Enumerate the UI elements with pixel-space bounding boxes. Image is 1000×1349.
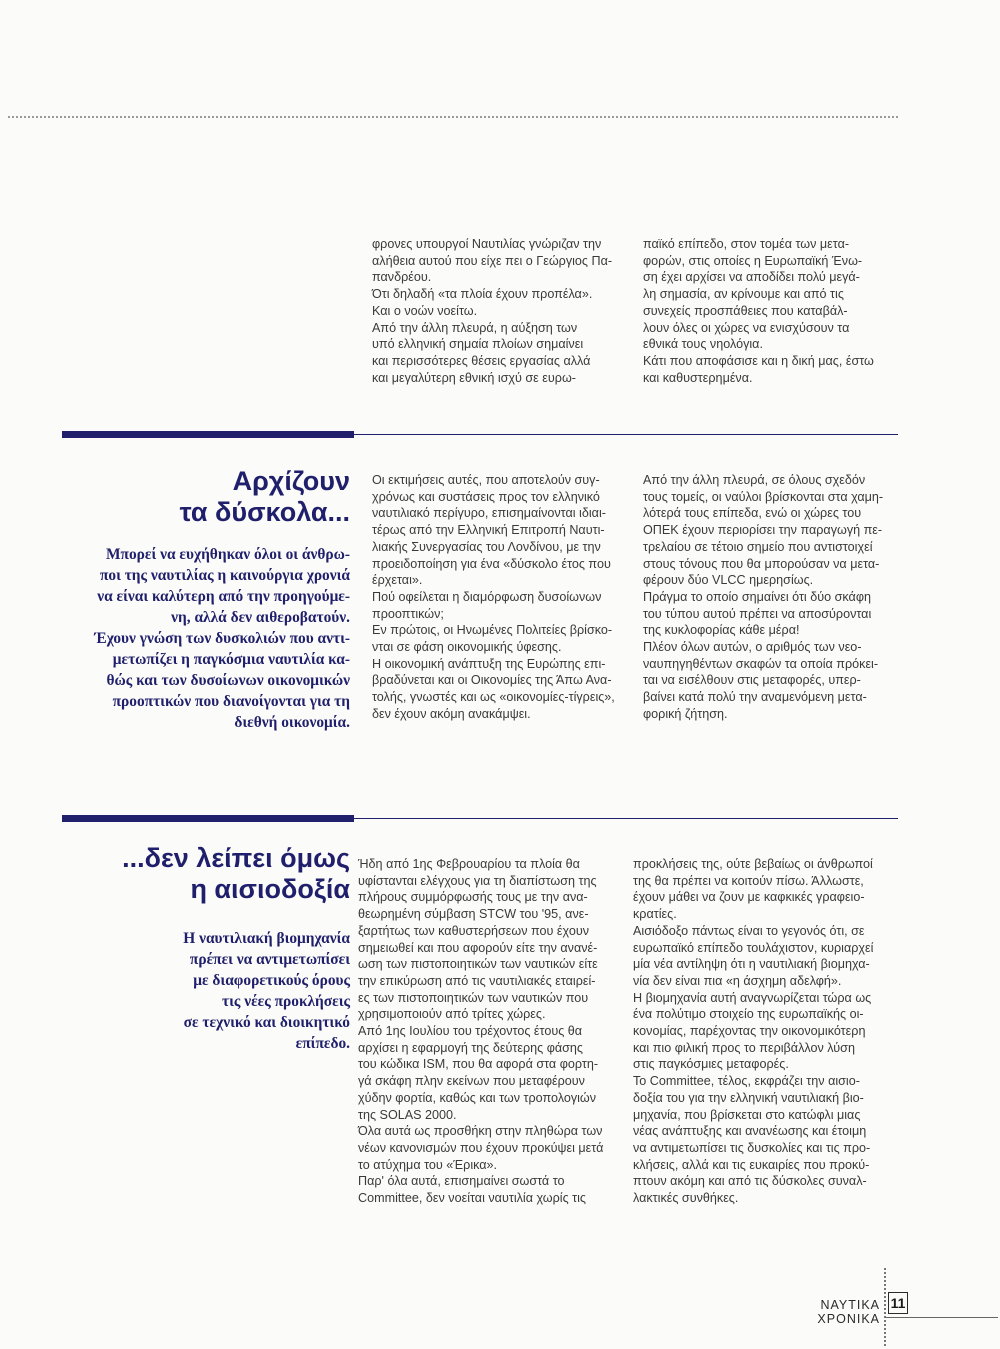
footer-rule: [885, 1317, 998, 1318]
section2-column-1-line: το ατύχημα του «Έρικα».: [358, 1157, 498, 1172]
top-column-1-line: αλήθεια αυτού που είχε πει ο Γεώργιος Πα-: [372, 253, 613, 268]
section2-column-2-line: Το Committee, τέλος, εκφράζει την αισιο-: [633, 1074, 860, 1089]
section2-column-2-line: μία νέα αντίληψη ότι η ναυτιλιακή βιομηχα-: [633, 957, 870, 972]
section2-lead-line: Η ναυτιλιακή βιομηχανία: [183, 930, 350, 947]
section2-column-1-line: αρχίσει η εφαρμογή της δεύτερης φάσης: [358, 1040, 584, 1055]
section1-column-1-line: έρχεται».: [372, 573, 423, 588]
section2-column-1-line: σημειωθεί και που αφορούν είτε την ανανέ-: [358, 940, 598, 955]
section1-column-2-line: βαίνει κατά πολύ την αναμενόμενη μετα-: [643, 690, 867, 705]
top-column-2-line: παϊκό επίπεδο, στον τομέα των μετα-: [643, 237, 850, 251]
top-column-2-line: λη σημασία, αν κρίνουμε και από τις: [643, 287, 844, 302]
section1-heading-line: Αρχίζουν: [232, 466, 350, 496]
section2-column-1-line: της SOLAS 2000.: [358, 1107, 457, 1122]
section1-lead-line: διεθνή οικονομία.: [234, 714, 350, 731]
section2-column-1-line: Παρ' όλα αυτά, επισημαίνει σωστά το: [358, 1174, 565, 1189]
section2-heading-line: η αισιοδοξία: [190, 874, 350, 904]
top-column-1-line: υπό ελληνική σημαία πλοίων σημαίνει: [372, 337, 584, 352]
section1-column-2-line: ται να εισέλθουν στις μεταφορές, υπερ-: [643, 673, 861, 688]
section1-column-2-line: της κυκλοφορίας κάθε μέρα!: [643, 623, 800, 638]
section2-column-2-line: νέας ανάπτυξης και ανανέωσης και έτοιμη: [633, 1124, 867, 1139]
section2-column-2-line: στις παγκόσμιες μεταφορές.: [633, 1057, 789, 1072]
top-column-2-line: εθνικά τους νηολόγια.: [643, 337, 763, 352]
top-column-1-line: Ότι δηλαδή «τα πλοία έχουν προπέλα».: [372, 287, 593, 302]
section2-column-2-line: Αισιόδοξο πάντως είναι το γεγονός ότι, σε: [633, 923, 865, 938]
top-column-2-line: και καθυστερημένα.: [643, 370, 753, 385]
top-dotted-divider: [8, 116, 898, 118]
top-column-2-line: Κάτι που αποφάσισε και η δική μας, έστω: [643, 353, 874, 368]
section1-column-2-line: τους τομείς, οι ναύλοι βρίσκονται στα χαμη-: [643, 489, 884, 504]
section1-column-2-line: λότερά τους επίπεδα, ενώ οι χώρες του: [643, 506, 862, 521]
section1-column-2-line: φέρουν δύο VLCC ημερησίως.: [643, 573, 814, 588]
section2-lead-line: με διαφορετικούς όρους: [193, 972, 350, 989]
section2-heading-line: ...δεν λείπει όμως: [122, 843, 350, 873]
top-column-1-line: Από την άλλη πλευρά, η αύξηση των: [372, 320, 578, 335]
section2-column-1-line: χρησιμοποιούν από τρίτες χώρες.: [358, 1007, 546, 1022]
section1-lead-line: Μπορεί να ευχήθηκαν όλοι οι άνθρω-: [106, 546, 350, 563]
top-column-2-line: λουν όλες οι χώρες να ενισχύσουν τα: [643, 320, 850, 335]
section2-lead-line: τις νέες προκλήσεις: [222, 993, 350, 1010]
section1-column-2-line: ναυπηγηθέντων σκαφών τα οποία πρόκει-: [643, 656, 879, 671]
section1-lead-line: νη, αλλά δεν αιθεροβατούν.: [171, 609, 350, 626]
section2-column-2-line: να αντιμετωπίσει τις δυσκολίες και τις προ-: [633, 1140, 871, 1155]
section1-column-2-line: Πράγμα το οποίο σημαίνει ότι δύο σκάφη: [643, 589, 871, 604]
section2-column-1-line: την επικύρωση από τις ναυτιλιακές εταιρεί-: [358, 973, 596, 988]
footer-magazine-title: ΝΑΥΤΙΚΑ ΧΡΟΝΙΚΑ: [817, 1298, 880, 1326]
section2-column-1-line: θεωρημένη σύμβαση STCW του '95, ανε-: [358, 907, 589, 922]
section1-column-2: [643, 472, 898, 723]
section1-column-1-line: προειδοποίηση για ένα «δύσκολο έτος που: [372, 556, 611, 571]
section1-column-2-line: στους τόνους που θα μπορούσαν να μετα-: [643, 556, 880, 571]
section2-column-1-line: Από 1ης Ιουλίου του τρέχοντος έτους θα: [358, 1024, 583, 1039]
section2-column-2: [633, 856, 898, 1207]
section2-column-1-line: πλήρους συμμόρφωσής τους με την ανα-: [358, 890, 588, 905]
section1-column-1-line: δεν έχουν ακόμη ανακάμψει.: [372, 706, 531, 721]
section1-column-1-line: τέρως από την Ελληνική Επιτροπή Ναυτι-: [372, 523, 605, 538]
section1-heading-line: τα δύσκολα...: [179, 497, 350, 527]
section2-column-2-line: δοξία του για την ελληνική ναυτιλιακή βιο-: [633, 1090, 864, 1105]
section2-column-2-line: λακτικές συνθήκες.: [633, 1191, 739, 1206]
section1-column-2-line: Πλέον όλων αυτών, ο αριθμός των νεο-: [643, 640, 862, 655]
section1-column-1-line: λιακής Συνεργασίας του Λονδίνου, με την: [372, 539, 601, 554]
section2-column-2-line: μηχανία, που βρίσκεται στο κατώφλι μιας: [633, 1107, 861, 1122]
section2-column-1-line: ες των πιστοποιητικών των ναυτικών που: [358, 990, 589, 1005]
section1-column-1-line: Οι εκτιμήσεις αυτές, που αποτελούν συγ-: [372, 473, 600, 487]
section2-column-2-line: προκλήσεις της, ούτε βεβαίως οι άνθρωποί: [633, 857, 873, 871]
section1-column-1-line: βραδύνεται και οι Οικονομίες της Άπω Ανα-: [372, 673, 612, 688]
section2-column-2-line: και πιο φιλική προς το περιβάλλον λύση: [633, 1040, 855, 1055]
footer-dotted-divider: [884, 1268, 886, 1346]
section2-column-1-line: Ήδη από 1ης Φεβρουαρίου τα πλοία θα: [358, 857, 580, 871]
top-column-2: [643, 236, 898, 386]
section2-column-2-line: έχουν μάθει να ζουν με καφκικές γραφειο-: [633, 890, 865, 905]
section2-column-2-line: κρατίες.: [633, 907, 677, 922]
top-column-2-line: ση έχει αρχίσει να αποδίδει πολύ μεγά-: [643, 270, 860, 285]
top-column-2-line: συνεχείς προσπάθειες που καταβάλ-: [643, 303, 848, 318]
top-column-1-line: πανδρέου.: [372, 270, 432, 285]
section2-heading: [40, 843, 350, 905]
section2-lead-line: πρέπει να αντιμετωπίσει: [189, 951, 350, 968]
top-column-1-line: και περισσότερες θέσεις εργασίας αλλά: [372, 353, 591, 368]
section2-column-1-line: Committee, δεν νοείται ναυτιλία χωρίς τις: [358, 1191, 586, 1206]
section2-column-1-line: γά σκάφη πλην εκείνων που μεταφέρουν: [358, 1074, 585, 1089]
section2-lead: [100, 928, 350, 1054]
page-number: 11: [888, 1292, 908, 1314]
section2-column-1-line: υφίστανται ελέγχους για τη διαπίστωση της: [358, 873, 597, 888]
section2-rule-bar: [62, 815, 354, 822]
section2-column-2-line: ευρωπαϊκό επίπεδο τουλάχιστον, κυριαρχεί: [633, 940, 874, 955]
section1-column-1-line: προοπτικών;: [372, 606, 444, 621]
section1-column-1-line: τολής, γνωστές και ως «οικονομίες-τίγρεις»,: [372, 690, 615, 705]
section1-lead-line: Έχουν γνώση των δυσκολιών που αντι-: [94, 630, 350, 647]
section2-column-2-line: Η βιομηχανία αυτή αναγνωρίζεται τώρα ως: [633, 990, 872, 1005]
section2-column-1-line: Όλα αυτά ως προσθήκη στην πληθώρα των: [358, 1124, 603, 1139]
section1-column-1-line: Εν πρώτοις, οι Ηνωμένες Πολιτείες βρίσκο-: [372, 623, 613, 638]
section1-lead-line: να είναι καλύτερη από την προηγούμε-: [97, 588, 350, 605]
top-column-1-line: φρονες υπουργοί Ναυτιλίας γνώριζαν την: [372, 237, 602, 251]
section2-column-2-line: ένα πολύτιμο στοιχείο της ευρωπαϊκής οι-: [633, 1007, 864, 1022]
section2-column-1-line: νέων κανονισμών που έχουν προκύψει μετά: [358, 1140, 604, 1155]
section1-lead: [50, 544, 350, 733]
section2-column-2-line: της θα πρέπει να κοιτούν πίσω. Άλλωστε,: [633, 873, 864, 888]
section1-column-1-line: Πού οφείλεται η διαμόρφωση δυσοίωνων: [372, 589, 602, 604]
section1-column-1-line: Η οικονομική ανάπτυξη της Ευρώπης επι-: [372, 656, 606, 671]
section2-column-2-line: πτουν ακόμη και από τις δύσκολες συναλ-: [633, 1174, 867, 1189]
section1-column-2-line: φορική ζήτηση.: [643, 706, 728, 721]
section1-lead-line: προοπτικών που διανοίγονται για τη: [112, 693, 350, 710]
top-column-1-line: Και ο νοών νοείτω.: [372, 303, 478, 318]
section2-column-1-line: του κώδικα ISM, που θα αφορά στα φορτη-: [358, 1057, 599, 1072]
section2-lead-line: επίπεδο.: [295, 1035, 350, 1052]
section2-column-1-line: ωση των πιστοποιητικών των ναυτικών είτε: [358, 957, 598, 972]
section1-lead-line: θώς και των δυσοίωνων οικονομικών: [106, 672, 350, 689]
section1-column-1-line: χρόνως και συστάσεις προς τον ελληνικό: [372, 489, 600, 504]
section2-column-2-line: κονομίας, παρέχοντας την οικονομικότερη: [633, 1024, 866, 1039]
section2-lead-line: σε τεχνικό και διοικητικό: [183, 1014, 350, 1031]
section1-heading: [62, 466, 350, 528]
section2-column-1-line: χύδην φορτία, καθώς και των τροπολογιών: [358, 1090, 597, 1105]
top-column-2-line: φορών, στις οποίες η Ευρωπαϊκή Ένω-: [643, 253, 863, 268]
section1-column-1: [372, 472, 625, 723]
section1-column-1-line: νται σε φάση οικονομικής ύφεσης.: [372, 640, 562, 655]
section1-column-2-line: του τύπου αυτού πρέπει να αποσύρονται: [643, 606, 872, 621]
section1-column-2-line: ΟΠΕΚ έχουν περιορίσει την παραγωγή πε-: [643, 523, 883, 538]
section1-column-2-line: Από την άλλη πλευρά, σε όλους σχεδόν: [643, 473, 866, 487]
section1-lead-line: ποι της ναυτιλίας η καινούργια χρονιά: [99, 567, 350, 584]
top-column-1-line: και μεγαλύτερη εθνική ισχύ σε ευρω-: [372, 370, 576, 385]
top-column-1: [372, 236, 625, 386]
section1-lead-line: μετωπίζει η παγκόσμια ναυτιλία κα-: [112, 651, 350, 668]
section2-column-1-line: ξαρτήτως των καθυστερήσεων που έχουν: [358, 923, 590, 938]
section1-column-1-line: ναυτιλιακό περίγυρο, επισημαίνονται ιδιαι-: [372, 506, 606, 521]
section2-column-2-line: κλήσεις, αλλά και τις ευκαιρίες που προκύ-: [633, 1157, 870, 1172]
section1-column-2-line: τρελαίου σε τέτοιο σημείο που αντιστοιχεί: [643, 539, 873, 554]
section2-column-2-line: νία δεν είναι πια «η άσχημη αδελφή».: [633, 973, 842, 988]
section1-rule-bar: [62, 431, 354, 438]
section2-column-1: [358, 856, 628, 1207]
